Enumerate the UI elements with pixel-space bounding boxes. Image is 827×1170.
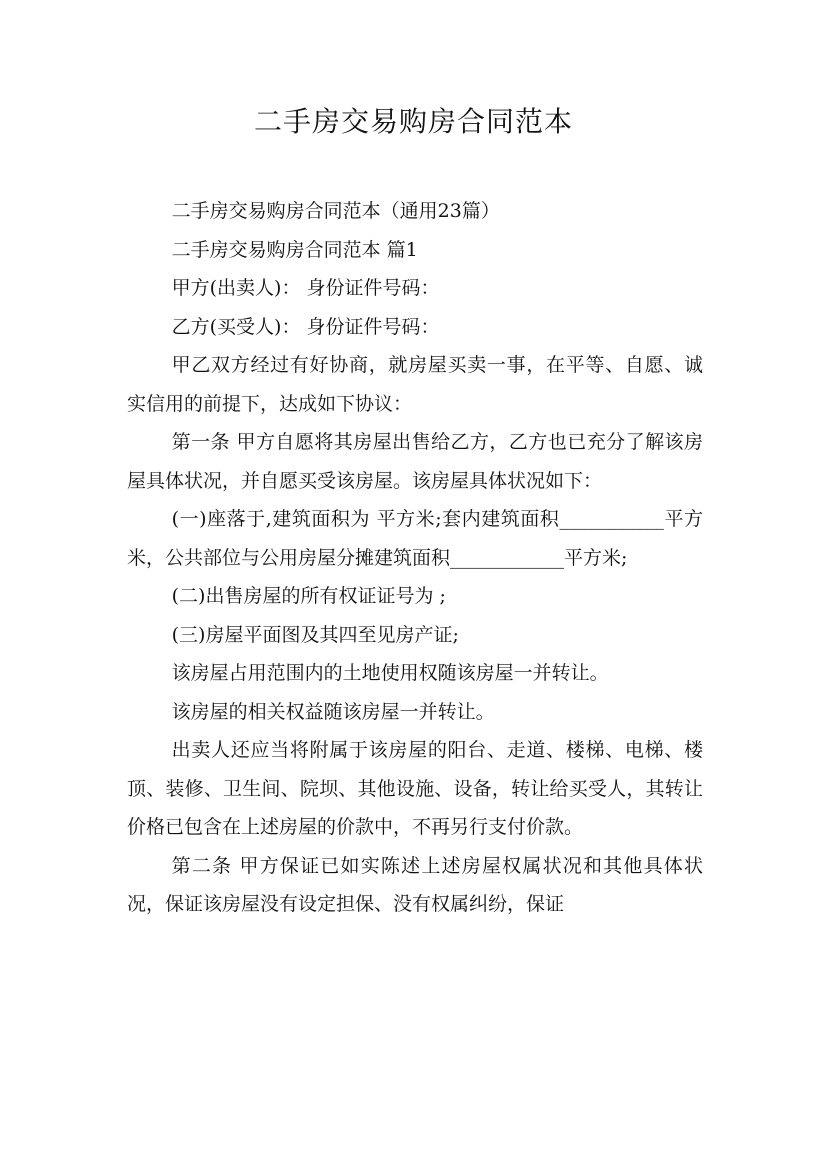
paragraph-preamble: 甲乙双方经过有好协商，就房屋买卖一事，在平等、自愿、诚实信用的前提下，达成如下协议： xyxy=(127,354,703,415)
document-title: 二手房交易购房合同范本 xyxy=(253,105,573,138)
paragraph-section-heading: 二手房交易购房合同范本 篇1 xyxy=(171,238,418,261)
paragraph-item-2: (二)出售房屋的所有权证证号为 ; xyxy=(171,585,446,607)
paragraph-item-1: (一)座落于,建筑面积为 平方米;套内建筑面积___________平方米，公共部位与公用房屋分摊建筑面积____________平方米; xyxy=(127,508,703,569)
paragraph-land-use: 该房屋占用范围内的土地使用权随该房屋一并转让。 xyxy=(171,662,609,684)
paragraph-item-3: (三)房屋平面图及其四至见房产证; xyxy=(171,623,459,646)
paragraph-party-a: 甲方(出卖人)： 身份证件号码： xyxy=(171,277,440,299)
paragraph-attachments: 出卖人还应当将附属于该房屋的阳台、走道、楼梯、电梯、楼顶、装修、卫生间、院坝、其他设施、设备，转让给买受人，其转让价格已包含在上述房屋的价款中，不再另行支付价款。 xyxy=(127,739,703,838)
document-body xyxy=(127,192,703,924)
paragraph-article-1: 第一条 甲方自愿将其房屋出售给乙方，乙方也已充分了解该房屋具体状况，并自愿买受该房屋。该房屋具体状况如下： xyxy=(127,431,703,492)
paragraph-subtitle: 二手房交易购房合同范本（通用23篇） xyxy=(171,200,500,222)
paragraph-article-2: 第二条 甲方保证已如实陈述上述房屋权属状况和其他具体状况，保证该房屋没有设定担保、没有权属纠纷，保证 xyxy=(127,854,703,915)
paragraph-rights: 该房屋的相关权益随该房屋一并转让。 xyxy=(171,700,495,723)
paragraph-party-b: 乙方(买受人)： 身份证件号码： xyxy=(171,315,440,338)
